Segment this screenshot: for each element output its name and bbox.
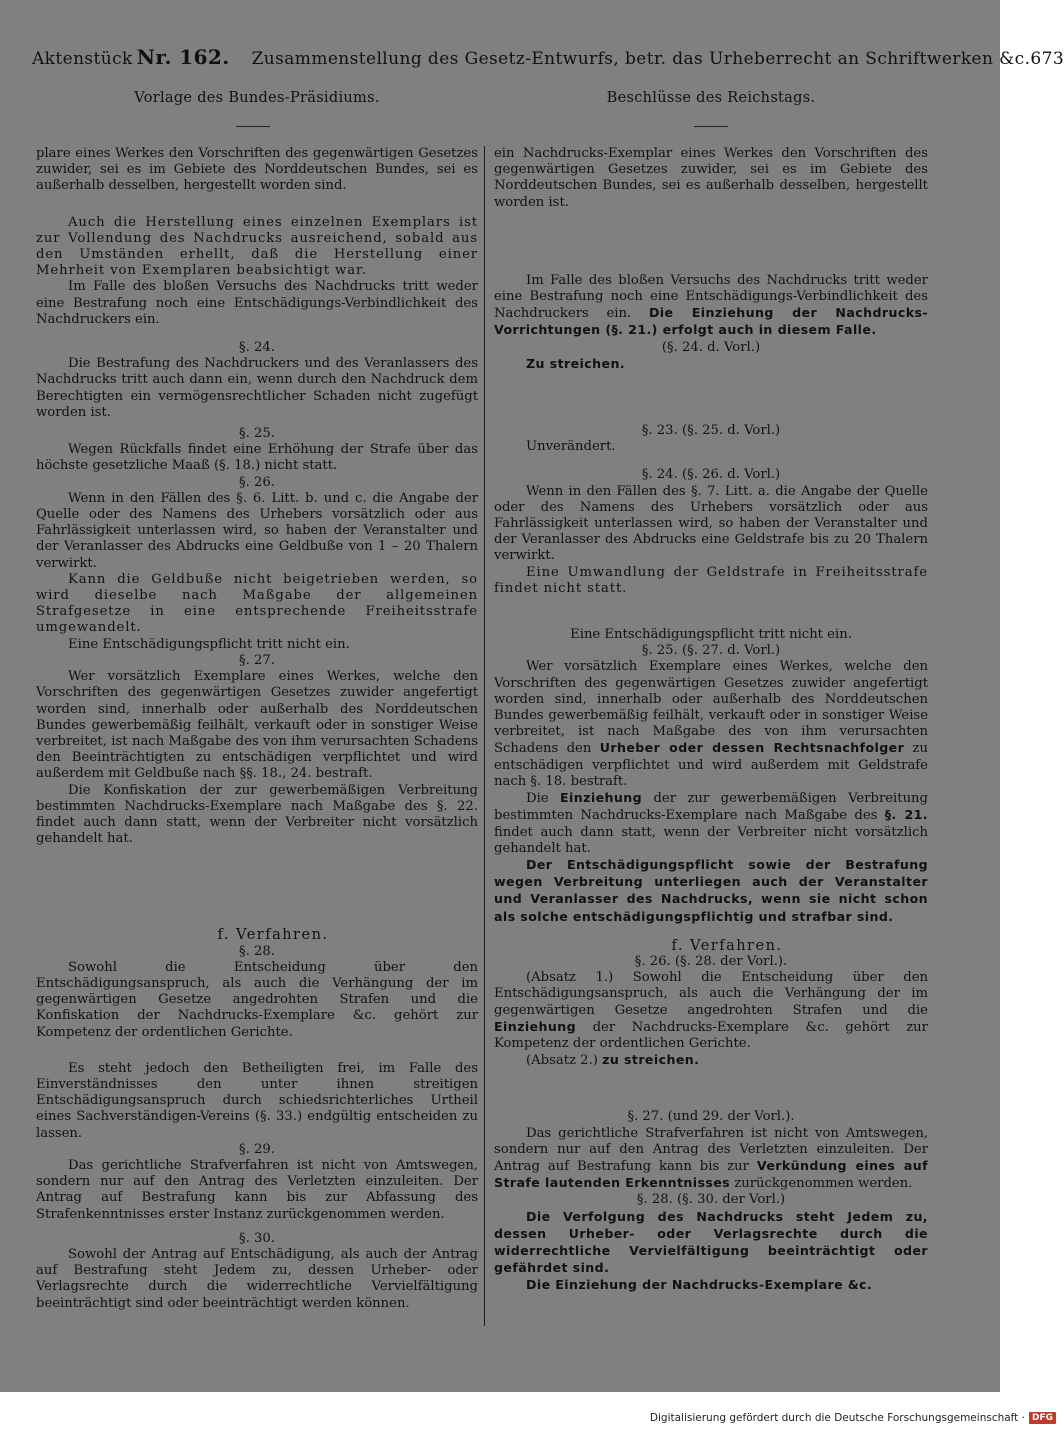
section-number: (§. 24. d. Vorl.) [661,339,761,355]
section-number: §. 29. [239,1141,275,1157]
section-number: §. 26. [239,474,275,490]
paragraph: (Absatz 2.) zu streichen. [526,1052,700,1069]
bold-amendment: Die Einziehung der Nachdrucks-Vorrichtungen (§. 21.) erfolgt auch in diesem Falle. [494,305,928,338]
right-column-heading: Beschlüsse des Reichstags. [606,90,816,106]
paragraph: Eine Entschädigungspflicht tritt nicht ein. [68,636,350,652]
header-subject: Zusammenstellung des Gesetz-Entwurfs, betr. das Urheberrecht an Schriftwerken &c. [251,49,1031,69]
section-number: §. 25. (§. 27. d. Vorl.) [641,643,781,659]
section-title: f. Verfahren. [671,937,783,954]
paragraph: Es steht jedoch den Betheiligten frei, im Falle des Einverständnisses den unter ihnen streitigen Entschädigungsanspruch durch schiedsrichterliches Urtheil eines Sachverständigen-Vereins (§. 33.) endgültig entscheiden zu lassen. [36,1060,478,1141]
paragraph: Wer vorsätzlich Exemplare eines Werkes, welche den Vorschriften des gegenwärtigen Gesetzes zuwider angefertigt worden sind, innerhalb oder außerhalb des Norddeutschen Bundes gewerbemäßig feilhält, verkauft oder in sonstiger Weise verbreitet, ist nach Maßgabe des von ihm verursachten Schadens den Beeinträchtigten zu entschädigen verpflichtet und wird außerdem mit Geldbuße nach §§. 18., 24. bestraft. [36,669,478,782]
document-number: Nr. 162. [136,45,230,69]
section-number: §. 25. [239,426,275,442]
paragraph: Auch die Herstellung eines einzelnen Exemplars ist zur Vollendung des Nachdrucks ausreichend, sobald aus den Umständen erhellt, daß die Herstellung einer Mehrheit von Exemplaren beabsichtigt war. [36,214,478,279]
section-number: §. 26. (§. 28. der Vorl.). [634,953,788,969]
credit-text: Digitalisierung gefördert durch die Deutsche Forschungsgemeinschaft · [649,1412,1025,1424]
right-heading-rule [694,126,728,127]
paragraph: Wer vorsätzlich Exemplare eines Werkes, welche den Vorschriften des gegenwärtigen Gesetzes zuwider angefertigt worden sind, innerhalb oder außerhalb des Norddeutschen Bundes gewerbemäßig feilhält, verkauft oder in sonstiger Weise verbreitet, ist nach Maßgabe des von ihm verursachten Schadens den Urheber oder dessen Rechtsnachfolger zu entschädigen verpflichtet und wird außerdem mit Geldstrafe nach §. 18. bestraft. [494,659,928,789]
section-number: §. 27. [239,652,275,668]
paragraph: Unverändert. [526,439,616,455]
paragraph: Die Einziehung der Nachdrucks-Exemplare &c. [526,1277,873,1293]
paragraph: Eine Umwandlung der Geldstrafe in Freiheitsstrafe findet nicht statt. [494,564,928,596]
amendment-strike: Zu streichen. [526,355,625,371]
paragraph: Das gerichtliche Strafverfahren ist nicht von Amtswegen, sondern nur auf den Antrag des Verletzten einzuleiten. Der Antrag auf Bestrafung kann bis zur Verkündung eines auf Strafe lautenden Erkenntnisses zurückgenommen werden. [494,1125,929,1192]
right-column [494,146,928,1295]
paragraph: Die Verfolgung des Nachdrucks steht Jedem zu, dessen Urheber- oder Verlagsrechte durch die widerrechtliche Vervielfältigung beeinträchtigt oder gefährdet sind. [494,1208,928,1276]
paragraph: Die Konfiskation der zur gewerbemäßigen Verbreitung bestimmten Nachdrucks-Exemplare nach Maßgabe des §. 22. findet auch dann statt, wenn der Verbreiter nicht vorsätzlich gehandelt hat. [36,782,478,847]
header-prefix: Aktenstück [32,49,133,69]
paragraph: (Absatz 1.) Sowohl die Entscheidung über den Entschädigungsanspruch, als auch die Verhängung der im gegenwärtigen Gesetze angedrohten Strafen und die Einziehung der Nachdrucks-Exemplare &c. gehört zur Kompetenz der ordentlichen Gerichte. [494,970,928,1051]
paragraph: Wegen Rückfalls findet eine Erhöhung der Strafe über das höchste gesetzliche Maaß (§. 18.) nicht statt. [36,442,478,474]
section-number: §. 24. [239,340,275,356]
section-number: §. 28. (§. 30. der Vorl.) [636,1192,786,1208]
paragraph: Eine Entschädigungspflicht tritt nicht ein. [570,627,852,643]
left-column-heading: Vorlage des Bundes-Präsidiums. [134,90,380,106]
paragraph: Im Falle des bloßen Versuchs des Nachdrucks tritt weder eine Bestrafung noch eine Entschädigungs-Verbindlichkeit des Nachdruckers ein. [36,279,478,327]
paragraph: Wenn in den Fällen des §. 6. Litt. b. und c. die Angabe der Quelle oder des Namens des Urhebers vorsätzlich oder aus Fahrlässigkeit unterlassen wird, so haben der Veranstalter und der Veranlasser des Abdrucks eine Geldbuße von 1 – 20 Thalern verwirkt. [36,490,478,571]
paragraph: Kann die Geldbuße nicht beigetrieben werden, so wird dieselbe nach Maßgabe der allgemeinen Strafgesetze in eine entsprechende Freiheitsstrafe umgewandelt. [36,571,478,636]
section-number: §. 24. (§. 26. d. Vorl.) [641,467,781,483]
paragraph: Die Einziehung der zur gewerbemäßigen Verbreitung bestimmten Nachdrucks-Exemplare nach Maßgabe des §. 21. findet auch dann statt, wenn der Verbreiter nicht vorsätzlich gehandelt hat. [494,790,928,856]
paragraph: Die Bestrafung des Nachdruckers und des Veranlassers des Nachdrucks tritt auch dann ein, wenn durch den Nachdruck dem Berechtigten ein vermögensrechtlicher Schaden nicht zugefügt worden ist. [36,356,478,420]
page-header [32,45,1064,73]
paragraph: Sowohl die Entscheidung über den Entschädigungsanspruch, als auch die Verhängung der im gegenwärtigen Gesetze angedrohten Strafen und die Konfiskation der Nachdrucks-Exemplare &c. gehört zur Kompetenz der ordentlichen Gerichte. [36,959,478,1040]
paragraph: Wenn in den Fällen des §. 7. Litt. a. die Angabe der Quelle oder des Namens des Urhebers vorsätzlich oder aus Fahrlässigkeit unterlassen wird, so haben der Veranstalter und der Veranlasser des Abdrucks eine Geldstrafe bis zu 20 Thalern verwirkt. [494,483,928,564]
paragraph: Sowohl der Antrag auf Entschädigung, als auch der Antrag auf Bestrafung steht Jedem zu, dessen Urheber- oder Verlagsrechte durch die widerrechtliche Vervielfältigung beeinträchtigt sind oder beeinträchtigt werden können. [36,1246,478,1311]
left-column [36,146,478,1312]
paragraph: plare eines Werkes den Vorschriften des gegenwärtigen Gesetzes zuwider, sei es im Gebiete des Norddeutschen Bundes, sei es außerhalb desselben, hergestellt worden sind. [36,146,478,194]
paragraph: ein Nachdrucks-Exemplar eines Werkes den Vorschriften des gegenwärtigen Gesetzes zuwider, sei es im Gebiete des Norddeutschen Bundes, sei es außerhalb desselben, hergestellt worden ist. [494,146,928,210]
section-number: §. 28. [239,943,275,959]
paragraph: Das gerichtliche Strafverfahren ist nicht von Amtswegen, sondern nur auf den Antrag des Verletzten einzuleiten. Der Antrag auf Bestrafung kann bis zur Abfassung des Strafenkenntnisses erster Instanz zurückgenommen werden. [36,1157,478,1222]
section-number: §. 23. (§. 25. d. Vorl.) [641,423,781,439]
page-number: 673 [1030,49,1064,69]
paragraph: Im Falle des bloßen Versuchs des Nachdrucks tritt weder eine Bestrafung noch eine Entschädigungs-Verbindlichkeit des Nachdruckers ein. Die Einziehung der Nachdrucks-Vorrichtungen (§. 21.) erfolgt auch in diesem Falle. [494,272,928,338]
column-divider [484,146,485,1326]
section-number: §. 27. (und 29. der Vorl.). [627,1109,795,1125]
paragraph: Der Entschädigungspflicht sowie der Bestrafung wegen Verbreitung unterliegen auch der Veranstalter und Veranlasser des Nachdrucks, wenn sie nicht schon als solche entschädigungspflichtig und strafbar sind. [494,856,928,924]
dfg-logo-icon: DFG [1029,1412,1056,1424]
section-number: §. 30. [239,1230,275,1246]
section-title: f. Verfahren. [217,927,329,944]
left-heading-rule [236,126,270,127]
digitization-credit [650,1411,1056,1425]
